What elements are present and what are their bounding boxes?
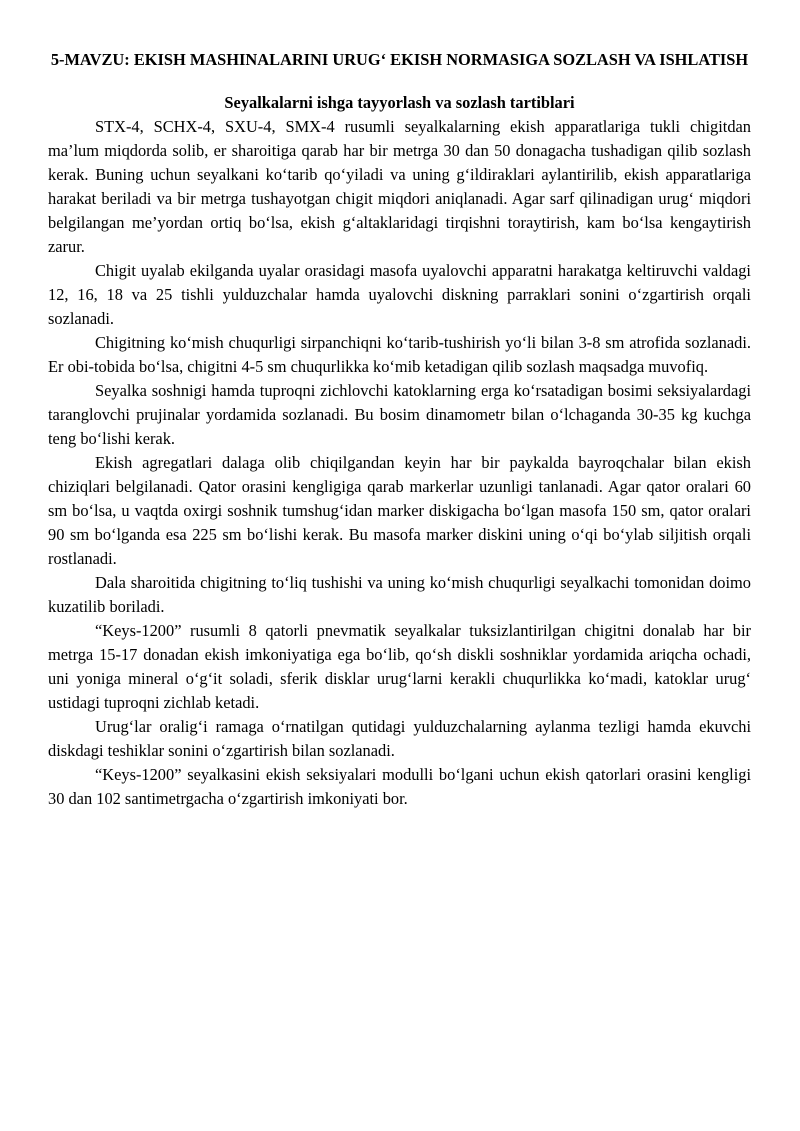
paragraph: Seyalka soshnigi hamda tuproqni zichlovchi katoklarning erga ko‘rsatadigan bosimi seksiyalardagi taranglovchi prujinalar yordamida sozlanadi. Bu bosim dinamometr bilan o‘lchaganda 30-35 kg kuchga teng bo‘lishi kerak. [48,381,751,448]
paragraph: Urug‘lar oralig‘i ramaga o‘rnatilgan qutidagi yulduzchalarning aylanma tezligi hamda ekuvchi diskdagi teshiklar sonini o‘zgartirish bilan sozlanadi. [48,717,751,760]
paragraph: Chigit uyalab ekilganda uyalar orasidagi masofa uyalovchi apparatni harakatga keltiruvchi valdagi 12, 16, 18 va 25 tishli yulduzchalar hamda uyalovchi diskning parraklari sonini o‘zgartirish orqali sozlanadi. [48,261,751,328]
paragraph: STX-4, SCHX-4, SXU-4, SMX-4 rusumli seyalkalarning ekish apparatlariga tukli chigitdan ma’lum miqdorda solib, er sharoitiga qarab har bir metrga 30 dan 50 donagacha tushadigan qilib sozlash kerak. Buning uchun seyalkani ko‘tarib qo‘yiladi va uning g‘ildiraklari aylantirilib, ekish apparatlariga harakat beriladi va bir metrga tushayotgan chigit miqdori aniqlanadi. Agar sarf qilinadigan urug‘ miqdori belgilangan me’yordan ortiq bo‘lsa, ekish g‘altaklaridagi tirqishni toraytirish, kam bo‘lsa kengaytirish zarur. [48,117,751,256]
page-title: 5-MAVZU: EKISH MASHINALARINI URUG‘ EKISH NORMASIGA SOZLASH VA ISHLATISH [50,50,749,69]
paragraph: “Keys-1200” rusumli 8 qatorli pnevmatik seyalkalar tuksizlantirilgan chigitni donalab har bir metrga 15-17 donadan ekish imkoniyatiga ega bo‘lib, qo‘sh diskli soshniklar yordamida ariqcha ochadi, uni yoniga mineral o‘g‘it soladi, sferik disklar urug‘larni kerakli chuqurlikka ko‘madi, katoklar urug‘ ustidagi tuproqni zichlab ketadi. [48,621,751,712]
paragraph: Dala sharoitida chigitning to‘liq tushishi va uning ko‘mish chuqurligi seyalkachi tomonidan doimo kuzatilib boriladi. [48,573,751,616]
section-heading: Seyalkalarni ishga tayyorlash va sozlash tartiblari [224,93,575,112]
paragraph: Ekish agregatlari dalaga olib chiqilgandan keyin har bir paykalda bayroqchalar bilan ekish chiziqlari belgilanadi. Qator orasini kengligiga qarab markerlar uzunligi tanlanadi. Agar qator oralari 60 sm bo‘lsa, u vaqtda oxirgi soshnik tumshug‘idan marker diskigacha bo‘lgan masofa 150 sm, qator oralari 90 sm bo‘lganda esa 225 sm bo‘lishi kerak. Bu masofa marker diskini uning o‘qi bo‘ylab siljitish orqali rostlanadi. [48,453,751,568]
paragraph: Chigitning ko‘mish chuqurligi sirpanchiqni ko‘tarib-tushirish yo‘li bilan 3-8 sm atrofida sozlanadi. Er obi-tobida bo‘lsa, chigitni 4-5 sm chuqurlikka ko‘mib ketadigan qilib sozlash maqsadga muvofiq. [48,333,751,376]
paragraph: “Keys-1200” seyalkasini ekish seksiyalari modulli bo‘lgani uchun ekish qatorlari orasini kengligi 30 dan 102 santimetrgacha o‘zgartirish imkoniyati bor. [48,765,751,808]
document-page [48,48,751,811]
